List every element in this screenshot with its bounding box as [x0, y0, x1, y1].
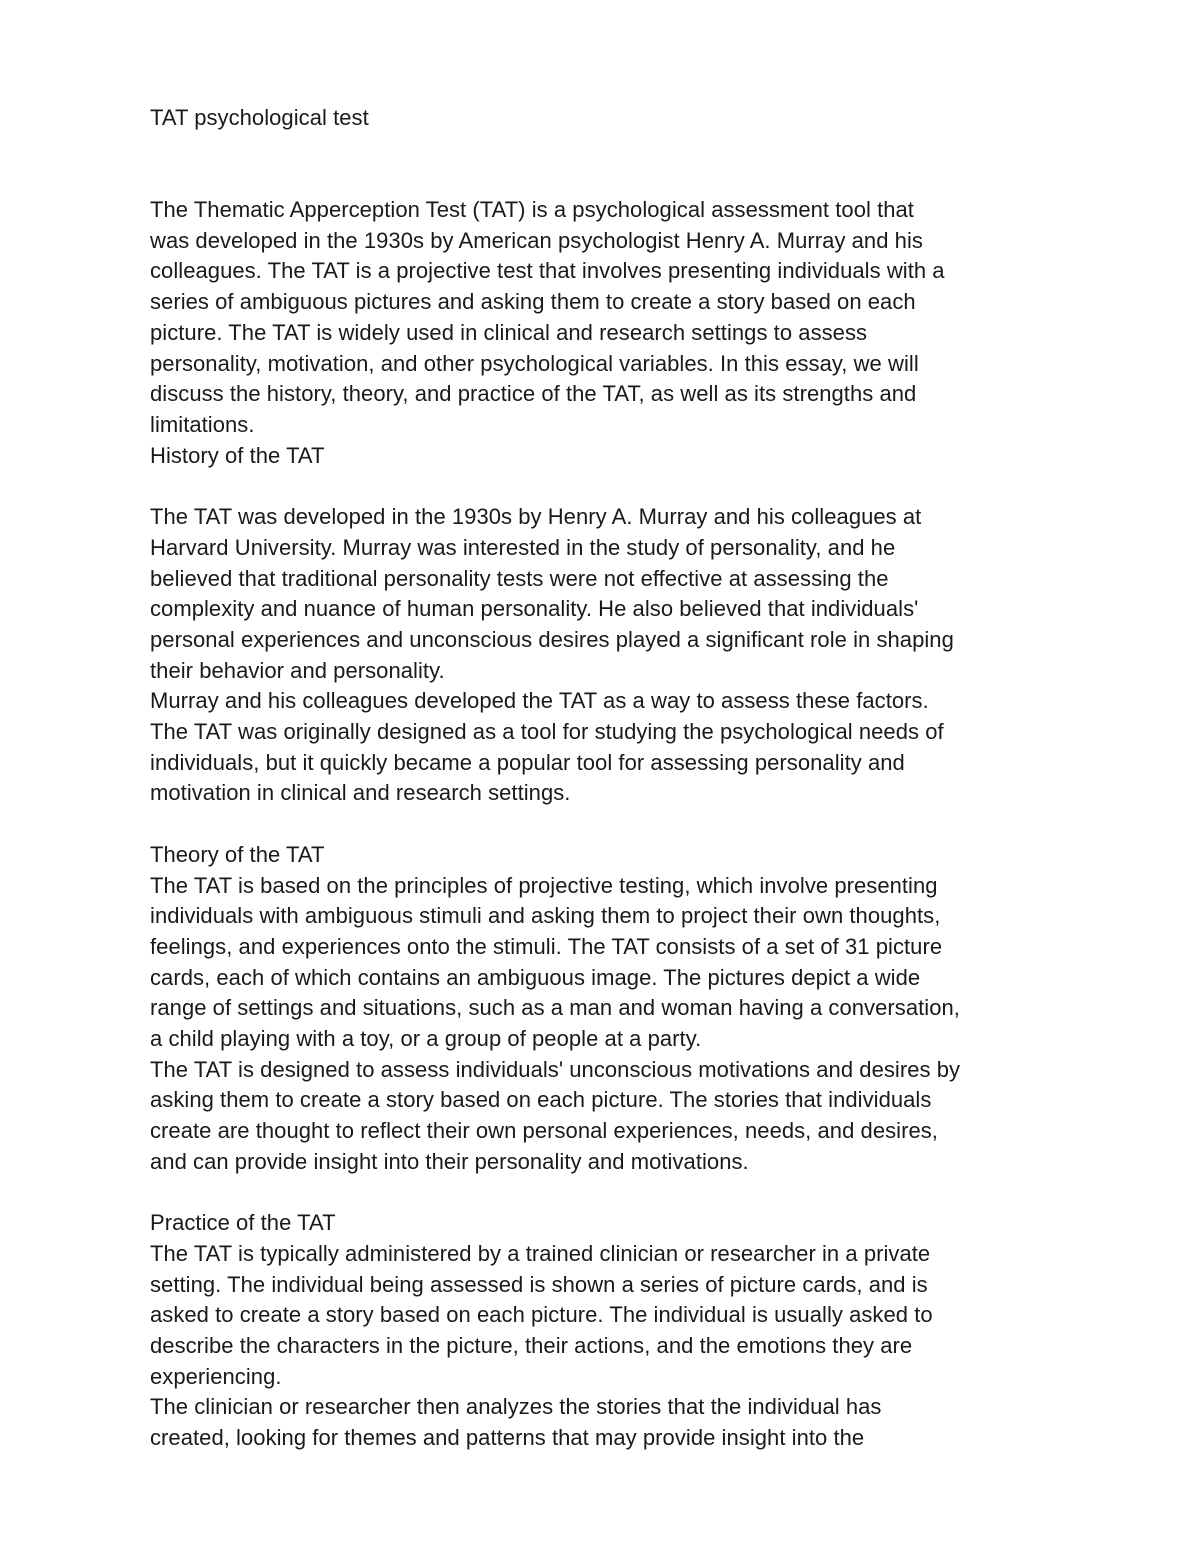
text-line: was developed in the 1930s by American psychologist Henry A. Murray and his [150, 227, 923, 253]
spacer [150, 471, 1060, 502]
text-line: a child playing with a toy, or a group of people at a party. [150, 1026, 702, 1052]
text-line: experiencing. [150, 1363, 282, 1389]
practice-heading: Practice of the TAT [150, 1210, 336, 1236]
text-line: asked to create a story based on each picture. The individual is usually asked to [150, 1302, 933, 1328]
practice-paragraph-1 [150, 1239, 1060, 1393]
text-line: believed that traditional personality tests were not effective at assessing the [150, 565, 889, 591]
text-line: created, looking for themes and patterns that may provide insight into the [150, 1425, 865, 1451]
text-line: setting. The individual being assessed is shown a series of picture cards, and is [150, 1271, 928, 1297]
text-line: Murray and his colleagues developed the TAT as a way to assess these factors. [150, 688, 929, 714]
spacer [150, 134, 1060, 165]
text-line: limitations. [150, 412, 255, 437]
text-line: individuals, but it quickly became a popular tool for assessing personality and [150, 749, 905, 775]
theory-paragraph-2 [150, 1055, 1060, 1178]
text-line: cards, each of which contains an ambiguous image. The pictures depict a wide [150, 964, 921, 990]
history-paragraph-2 [150, 686, 1060, 809]
text-line: feelings, and experiences onto the stimuli. The TAT consists of a set of 31 picture [150, 933, 943, 959]
text-line: personal experiences and unconscious desires played a significant role in shaping [150, 626, 954, 652]
spacer [150, 164, 1060, 195]
text-line: picture. The TAT is widely used in clinical and research settings to assess [150, 319, 868, 345]
text-line: series of ambiguous pictures and asking them to create a story based on each [150, 289, 916, 315]
text-line: The Thematic Apperception Test (TAT) is a psychological assessment tool that [150, 197, 914, 223]
text-line: The TAT is based on the principles of projective testing, which involve presenting [150, 872, 938, 898]
spacer [150, 1178, 1060, 1209]
text-line: create are thought to reflect their own personal experiences, needs, and desires, [150, 1118, 938, 1144]
history-paragraph-1 [150, 502, 1060, 686]
text-line: The TAT is designed to assess individuals' unconscious motivations and desires by [150, 1056, 961, 1082]
text-line: colleagues. The TAT is a projective test that involves presenting individuals with a [150, 258, 945, 284]
practice-paragraph-2 [150, 1392, 1060, 1453]
spacer [150, 809, 1060, 840]
document-page [150, 103, 1060, 1454]
text-line: asking them to create a story based on each picture. The stories that individuals [150, 1087, 932, 1113]
text-line: personality, motivation, and other psychological variables. In this essay, we will [150, 350, 919, 376]
text-line: discuss the history, theory, and practice of the TAT, as well as its strengths and [150, 381, 917, 407]
text-line: range of settings and situations, such as a man and woman having a conversation, [150, 995, 960, 1021]
text-line: their behavior and personality. [150, 657, 445, 683]
text-line: and can provide insight into their personality and motivations. [150, 1148, 749, 1174]
text-line: The TAT was developed in the 1930s by Henry A. Murray and his colleagues at [150, 504, 922, 530]
theory-paragraph-1 [150, 871, 1060, 1055]
text-line: individuals with ambiguous stimuli and asking them to project their own thoughts, [150, 903, 941, 929]
text-line: describe the characters in the picture, their actions, and the emotions they are [150, 1333, 913, 1359]
intro-paragraph [150, 195, 1060, 441]
history-heading: History of the TAT [150, 442, 325, 468]
theory-heading: Theory of the TAT [150, 841, 325, 867]
text-line: motivation in clinical and research settings. [150, 780, 571, 806]
document-title: TAT psychological test [150, 105, 369, 130]
text-line: The TAT is typically administered by a trained clinician or researcher in a private [150, 1240, 931, 1266]
text-line: The clinician or researcher then analyzes the stories that the individual has [150, 1394, 882, 1420]
text-line: The TAT was originally designed as a tool for studying the psychological needs of [150, 719, 944, 745]
text-line: Harvard University. Murray was interested in the study of personality, and he [150, 534, 896, 560]
text-line: complexity and nuance of human personality. He also believed that individuals' [150, 596, 919, 622]
